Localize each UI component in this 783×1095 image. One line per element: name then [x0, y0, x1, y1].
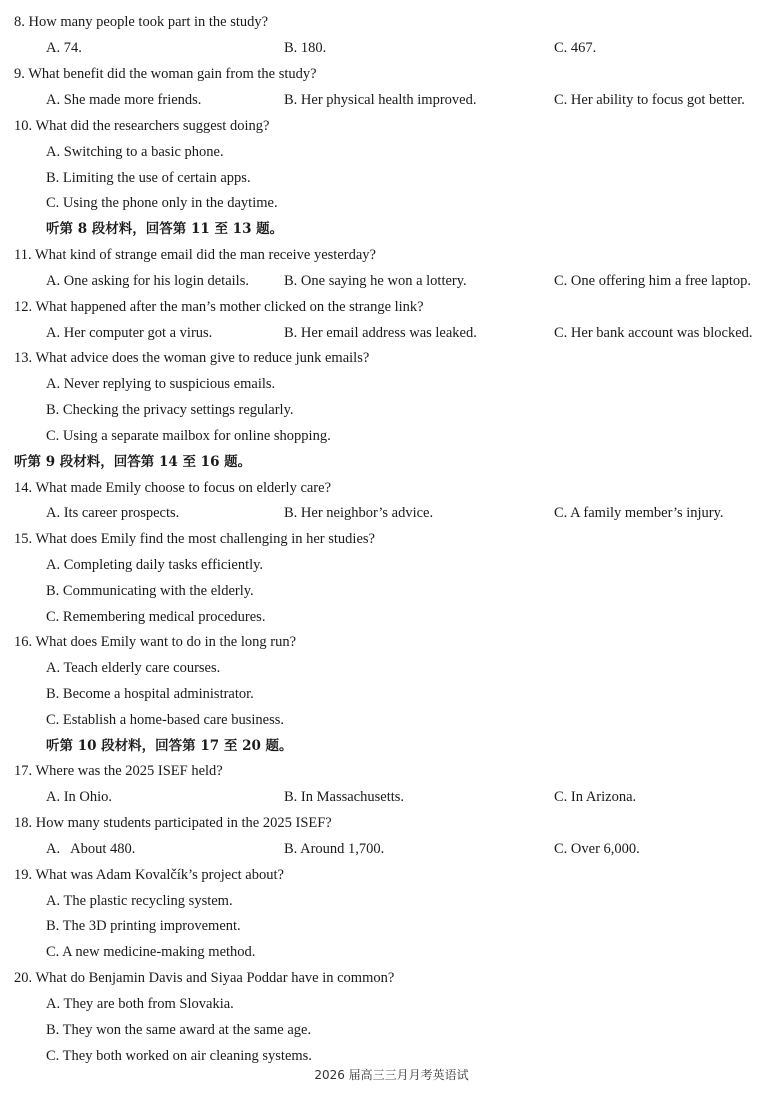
- option-a: A. Switching to a basic phone.: [46, 144, 224, 160]
- option-b: B. One saying he won a lottery.: [284, 273, 467, 289]
- option-a: A. Teach elderly care courses.: [46, 660, 221, 676]
- option-b: B. 180.: [284, 40, 327, 56]
- option-a: A. Her computer got a virus.: [46, 325, 213, 341]
- option-a: A. The plastic recycling system.: [46, 893, 233, 909]
- question-stem: 16. What does Emily want to do in the long run?: [14, 634, 297, 650]
- option-b: B. Communicating with the elderly.: [46, 583, 254, 599]
- section-header: 听第 8 段材料，回答第 11 至 13 题。: [46, 221, 284, 237]
- section-header: 听第 10 段材料，回答第 17 至 20 题。: [46, 738, 293, 754]
- option-c: C. They both worked on air cleaning systems.: [46, 1048, 312, 1064]
- question-stem: 11. What kind of strange email did the man receive yesterday?: [14, 247, 376, 263]
- option-a: A. Its career prospects.: [46, 505, 180, 521]
- option-c: C. Using the phone only in the daytime.: [46, 195, 278, 211]
- option-a: A. One asking for his login details.: [46, 273, 249, 289]
- question-stem: 12. What happened after the man’s mother clicked on the strange link?: [14, 299, 424, 315]
- option-b: B. The 3D printing improvement.: [46, 918, 241, 934]
- page-footer: 2026 届高三三月月考英语试: [314, 1068, 469, 1082]
- question-stem: 20. What do Benjamin Davis and Siyaa Poddar have in common?: [14, 970, 395, 986]
- question-stem: 17. Where was the 2025 ISEF held?: [14, 763, 223, 779]
- question-stem: 15. What does Emily find the most challenging in her studies?: [14, 531, 375, 547]
- option-b: B. Her neighbor’s advice.: [284, 505, 434, 521]
- question-stem: 18. How many students participated in the 2025 ISEF?: [14, 815, 332, 831]
- question-stem: 8. How many people took part in the study?: [14, 14, 269, 30]
- question-stem: 14. What made Emily choose to focus on elderly care?: [14, 480, 332, 496]
- option-c: C. Remembering medical procedures.: [46, 609, 266, 625]
- option-c: C. One offering him a free laptop.: [554, 273, 752, 289]
- question-stem: 13. What advice does the woman give to reduce junk emails?: [14, 350, 370, 366]
- option-c: C. A new medicine-making method.: [46, 944, 256, 960]
- option-c: C. Establish a home-based care business.: [46, 712, 284, 728]
- option-c: C. A family member’s injury.: [554, 505, 724, 521]
- option-b: B. Become a hospital administrator.: [46, 686, 254, 702]
- option-c: C. Her bank account was blocked.: [554, 325, 753, 341]
- option-b: B. Around 1,700.: [284, 841, 385, 857]
- section-header: 听第 9 段材料，回答第 14 至 16 题。: [14, 454, 252, 470]
- option-b: B. Limiting the use of certain apps.: [46, 170, 251, 186]
- option-c: C. In Arizona.: [554, 789, 637, 805]
- option-b: B. Checking the privacy settings regularly.: [46, 402, 294, 418]
- option-b: B. Her physical health improved.: [284, 92, 477, 108]
- option-c: C. Using a separate mailbox for online shopping.: [46, 428, 331, 444]
- option-a: A. She made more friends.: [46, 92, 202, 108]
- option-c: C. 467.: [554, 40, 597, 56]
- option-a: A. They are both from Slovakia.: [46, 996, 234, 1012]
- option-b: B. In Massachusetts.: [284, 789, 405, 805]
- option-a: A. Completing daily tasks efficiently.: [46, 557, 264, 573]
- option-a: A. About 480.: [46, 841, 136, 857]
- question-stem: 19. What was Adam Kovalčík’s project about?: [14, 867, 284, 883]
- option-a: A. Never replying to suspicious emails.: [46, 376, 276, 392]
- option-b: B. They won the same award at the same age.: [46, 1022, 312, 1038]
- question-stem: 9. What benefit did the woman gain from the study?: [14, 66, 317, 82]
- option-a: A. In Ohio.: [46, 789, 113, 805]
- option-b: B. Her email address was leaked.: [284, 325, 477, 341]
- question-stem: 10. What did the researchers suggest doing?: [14, 118, 270, 134]
- option-c: C. Her ability to focus got better.: [554, 92, 745, 108]
- option-c: C. Over 6,000.: [554, 841, 640, 857]
- option-a: A. 74.: [46, 40, 82, 56]
